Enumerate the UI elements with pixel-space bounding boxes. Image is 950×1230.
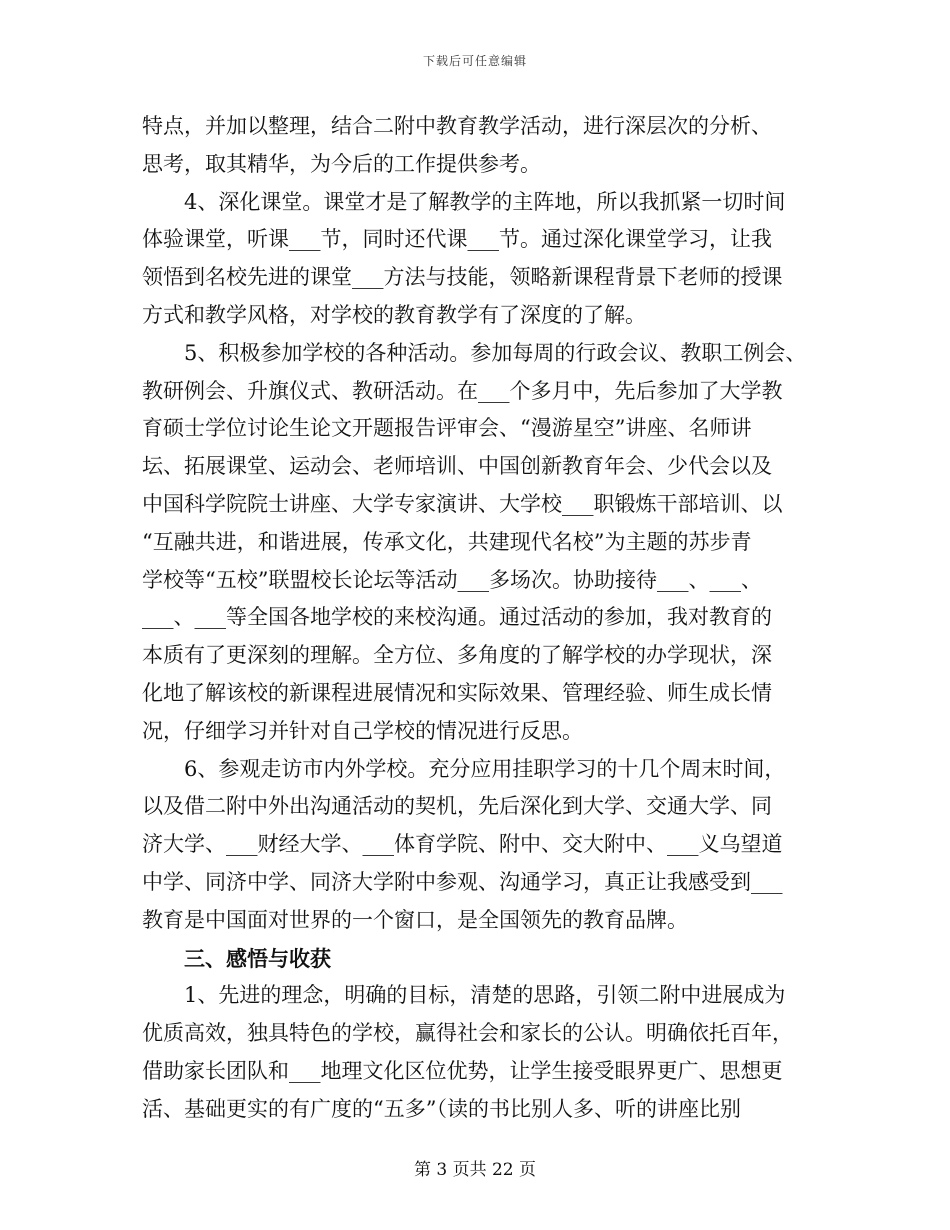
text-line-22: 教育是中国面对世界的一个窗口，是全国领先的教育品牌。 xyxy=(142,907,688,932)
page-header: 下载后可任意编辑 xyxy=(422,54,527,68)
text-line-11: 中国科学院院士讲座、大学专家演讲、大学校___职锻炼干部培训、以 xyxy=(142,491,783,516)
text-line-10: 坛、拓展课堂、运动会、老师培训、中国创新教育年会、少代会以及 xyxy=(142,454,772,479)
text-line-18: 6、参观走访市内外学校。充分应用挂职学习的十几个周末时间， xyxy=(184,756,786,781)
text-line-7: 5、积极参加学校的各种活动。参加每周的行政会议、教职工例会、 xyxy=(184,340,807,365)
text-line-8: 教研例会、升旗仪式、教研活动。在___个多月中，先后参加了大学教 xyxy=(142,378,783,403)
text-line-1: 特点，并加以整理，结合二附中教育教学活动，进行深层次的分析、 xyxy=(142,114,772,138)
text-line-3: 4、深化课堂。课堂才是了解教学的主阵地，所以我抓紧一切时间 xyxy=(184,189,786,214)
text-line-27: 活、基础更实的有广度的“五多”（读的书比别人多、听的讲座比别 xyxy=(142,1096,741,1121)
text-line-20: 济大学、___财经大学、___体育学院、附中、交大附中、___义乌望道 xyxy=(142,832,783,857)
text-line-16: 化地了解该校的新课程进展情况和实际效果、管理经验、师生成长情 xyxy=(142,680,772,705)
text-line-24: 1、先进的理念，明确的目标，清楚的思路，引领二附中进展成为 xyxy=(184,983,786,1008)
section-heading: 三、感悟与收获 xyxy=(184,945,331,971)
text-line-12: “互融共进，和谐进展，传承文化，共建现代名校”为主题的苏步青 xyxy=(142,529,752,554)
text-line-19: 以及借二附中外出沟通活动的契机，先后深化到大学、交通大学、同 xyxy=(142,794,772,819)
text-line-4: 体验课堂，听课___节，同时还代课___节。通过深化课堂学习，让我 xyxy=(142,227,772,252)
text-line-21: 中学、同济中学、同济大学附中参观、沟通学习，真正让我感受到___ xyxy=(142,869,783,894)
text-line-2: 思考，取其精华，为今后的工作提供参考。 xyxy=(142,151,541,176)
text-line-5: 领悟到名校先进的课堂___方法与技能，领略新课程背景下老师的授课 xyxy=(142,265,783,290)
text-line-9: 育硕士学位讨论生论文开题报告评审会、“漫游星空”讲座、名师讲 xyxy=(142,416,752,441)
text-line-14: ___、___等全国各地学校的来校沟通。通过活动的参加，我对教育的 xyxy=(142,605,772,630)
document-body xyxy=(142,108,806,1129)
text-line-17: 况，仔细学习并针对自己学校的情况进行反思。 xyxy=(142,718,583,743)
page-number-footer: 第 3 页共 22 页 xyxy=(413,1160,537,1180)
text-line-6: 方式和教学风格，对学校的教育教学有了深度的了解。 xyxy=(142,302,646,327)
text-line-15: 本质有了更深刻的理解。全方位、多角度的了解学校的办学现状，深 xyxy=(142,643,772,668)
text-line-13: 学校等“五校”联盟校长论坛等活动___多场次。协助接待___、___、 xyxy=(142,567,762,592)
text-line-25: 优质高效，独具特色的学校，赢得社会和家长的公认。明确依托百年， xyxy=(142,1021,793,1046)
text-line-26: 借助家长团队和___地理文化区位优势，让学生接受眼界更广、思想更 xyxy=(142,1058,783,1083)
